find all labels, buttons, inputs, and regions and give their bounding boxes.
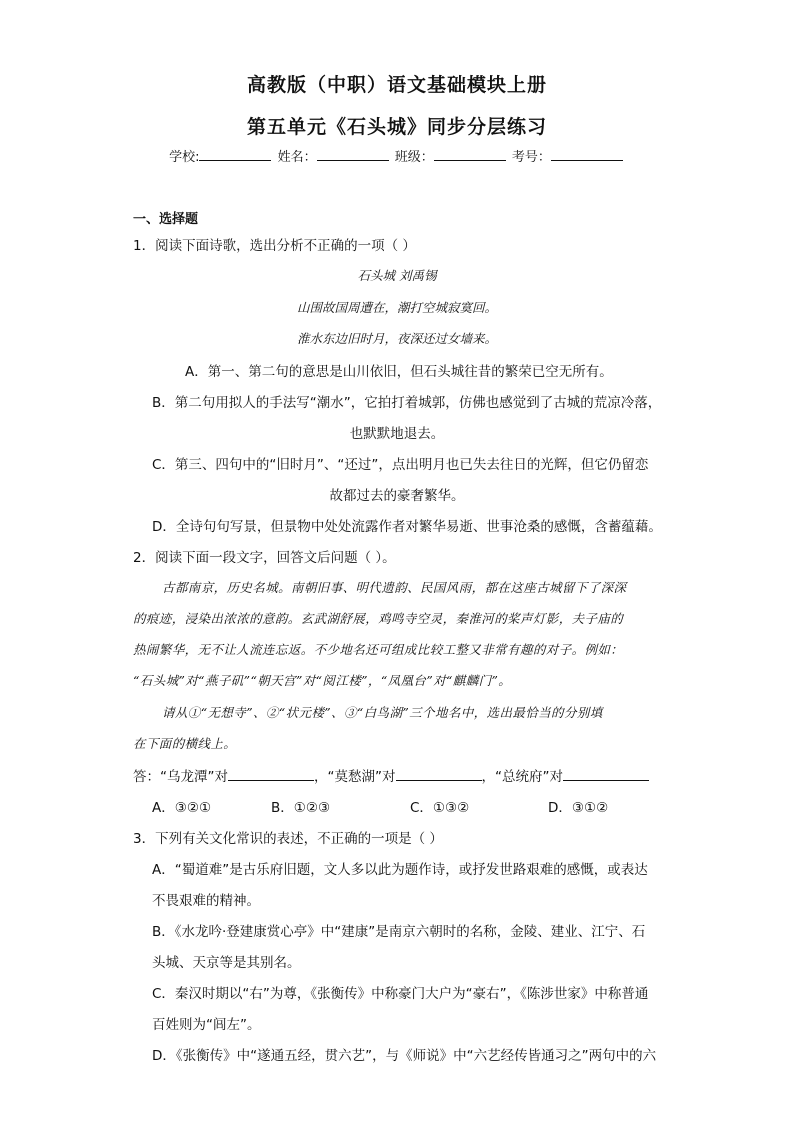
q3-option-a-line2: 不畏艰难的精神。 [152,893,260,909]
q2-answer-line [133,765,649,785]
poem-title: 石头城 刘禹锡 [357,268,437,283]
q2-option-a: A．③②① [152,800,212,816]
q3-option-b-line1: B．《水龙吟·登建康赏心亭》中“建康”是南京六朝时的名称，金陵、建业、江宁、石 [152,924,646,940]
answer-blank-2[interactable] [396,768,482,781]
answer-blank-3[interactable] [563,768,649,781]
school-blank[interactable] [199,148,271,161]
class-label: 班级： [394,150,434,165]
name-blank[interactable] [317,148,389,161]
poem-line-1: 山围故国周遭在，潮打空城寂寞回。 [296,300,497,315]
section-heading: 一、选择题 [133,212,199,227]
id-label: 考号： [511,150,551,165]
q3-option-c-line2: 百姓则为“闾左”。 [152,1017,261,1033]
passage-line-5: 请从①“无想寺”、②“状元楼”、③“白鸟湖”三个地名中，选出最恰当的分别填 [162,705,603,720]
answer-prefix: 答：“乌龙潭”对 [133,769,228,785]
answer-mid-2: ，“总统府”对 [481,769,563,785]
answer-blank-1[interactable] [228,768,314,781]
passage-line-4: “石头城”对“燕子矶”“朝天宫”对“阅江楼”，“凤凰台”对“麒麟门”。 [133,673,512,688]
document-subtitle: 第五单元《石头城》同步分层练习 [246,116,547,138]
q1-option-a: A．第一、第二句的意思是山川依旧，但石头城往昔的繁荣已空无所有。 [185,364,613,380]
q3-option-a-line1: A．“蜀道难”是古乐府旧题，文人多以此为题作诗，或抒发世路艰难的感慨，或表达 [152,862,648,878]
id-blank[interactable] [551,148,623,161]
answer-mid-1: ，“莫愁湖”对 [314,769,396,785]
q2-option-c: C．①③② [410,800,470,816]
passage-line-3: 热闹繁华，无不让人流连忘返。不少地名还可组成比较工整又非常有趣的对子。例如： [133,642,624,657]
passage-line-2: 的痕迹，浸染出浓浓的意韵。玄武湖舒展，鸡鸣寺空灵，秦淮河的桨声灯影，夫子庙的 [133,611,624,626]
q1-option-d: D．全诗句句写景，但景物中处处流露作者对繁华易逝、世事沧桑的感慨，含蓄蕴藉。 [152,519,662,535]
name-label: 姓名： [277,150,317,165]
q1-option-b-line1: B．第二句用拟人的手法写“潮水”，它拍打着城郭，仿佛也感觉到了古城的荒凉冷落， [152,395,662,411]
question-2-stem: 2．阅读下面一段文字，回答文后问题（ ）。 [133,550,396,566]
q1-option-c-line1: C．第三、四句中的“旧时月”、“还过”，点出明月也已失去往日的光辉，但它仍留恋 [152,457,649,473]
school-label: 学校: [169,150,200,165]
question-3-stem: 3．下列有关文化常识的表述，不正确的一项是（ ） [133,831,443,847]
q3-option-c-line1: C．秦汉时期以“右”为尊，《张衡传》中称豪门大户为“豪右”，《陈涉世家》中称普通 [152,986,649,1002]
q1-option-b-line2: 也默默地退去。 [349,426,445,442]
question-1-stem: 1．阅读下面诗歌，选出分析不正确的一项（ ） [133,238,416,254]
student-info-row [0,146,794,165]
poem-line-2: 淮水东边旧时月，夜深还过女墙来。 [296,331,497,346]
q2-option-b: B．①②③ [271,800,331,816]
document-title: 高教版（中职）语文基础模块上册 [246,74,547,96]
q3-option-b-line2: 头城、天京等是其别名。 [152,955,301,971]
class-blank[interactable] [434,148,506,161]
q2-option-d: D．③①② [548,800,609,816]
passage-line-1: 古都南京，历史名城。南朝旧事、明代遗韵、民国风雨，都在这座古城留下了深深 [162,580,627,595]
q1-option-c-line2: 故都过去的豪奢繁华。 [329,488,465,504]
q3-option-d-line1: D．《张衡传》中“遂通五经，贯六艺”，与《师说》中“六艺经传皆通习之”两句中的六 [152,1048,657,1064]
passage-line-6: 在下面的横线上。 [133,736,237,751]
